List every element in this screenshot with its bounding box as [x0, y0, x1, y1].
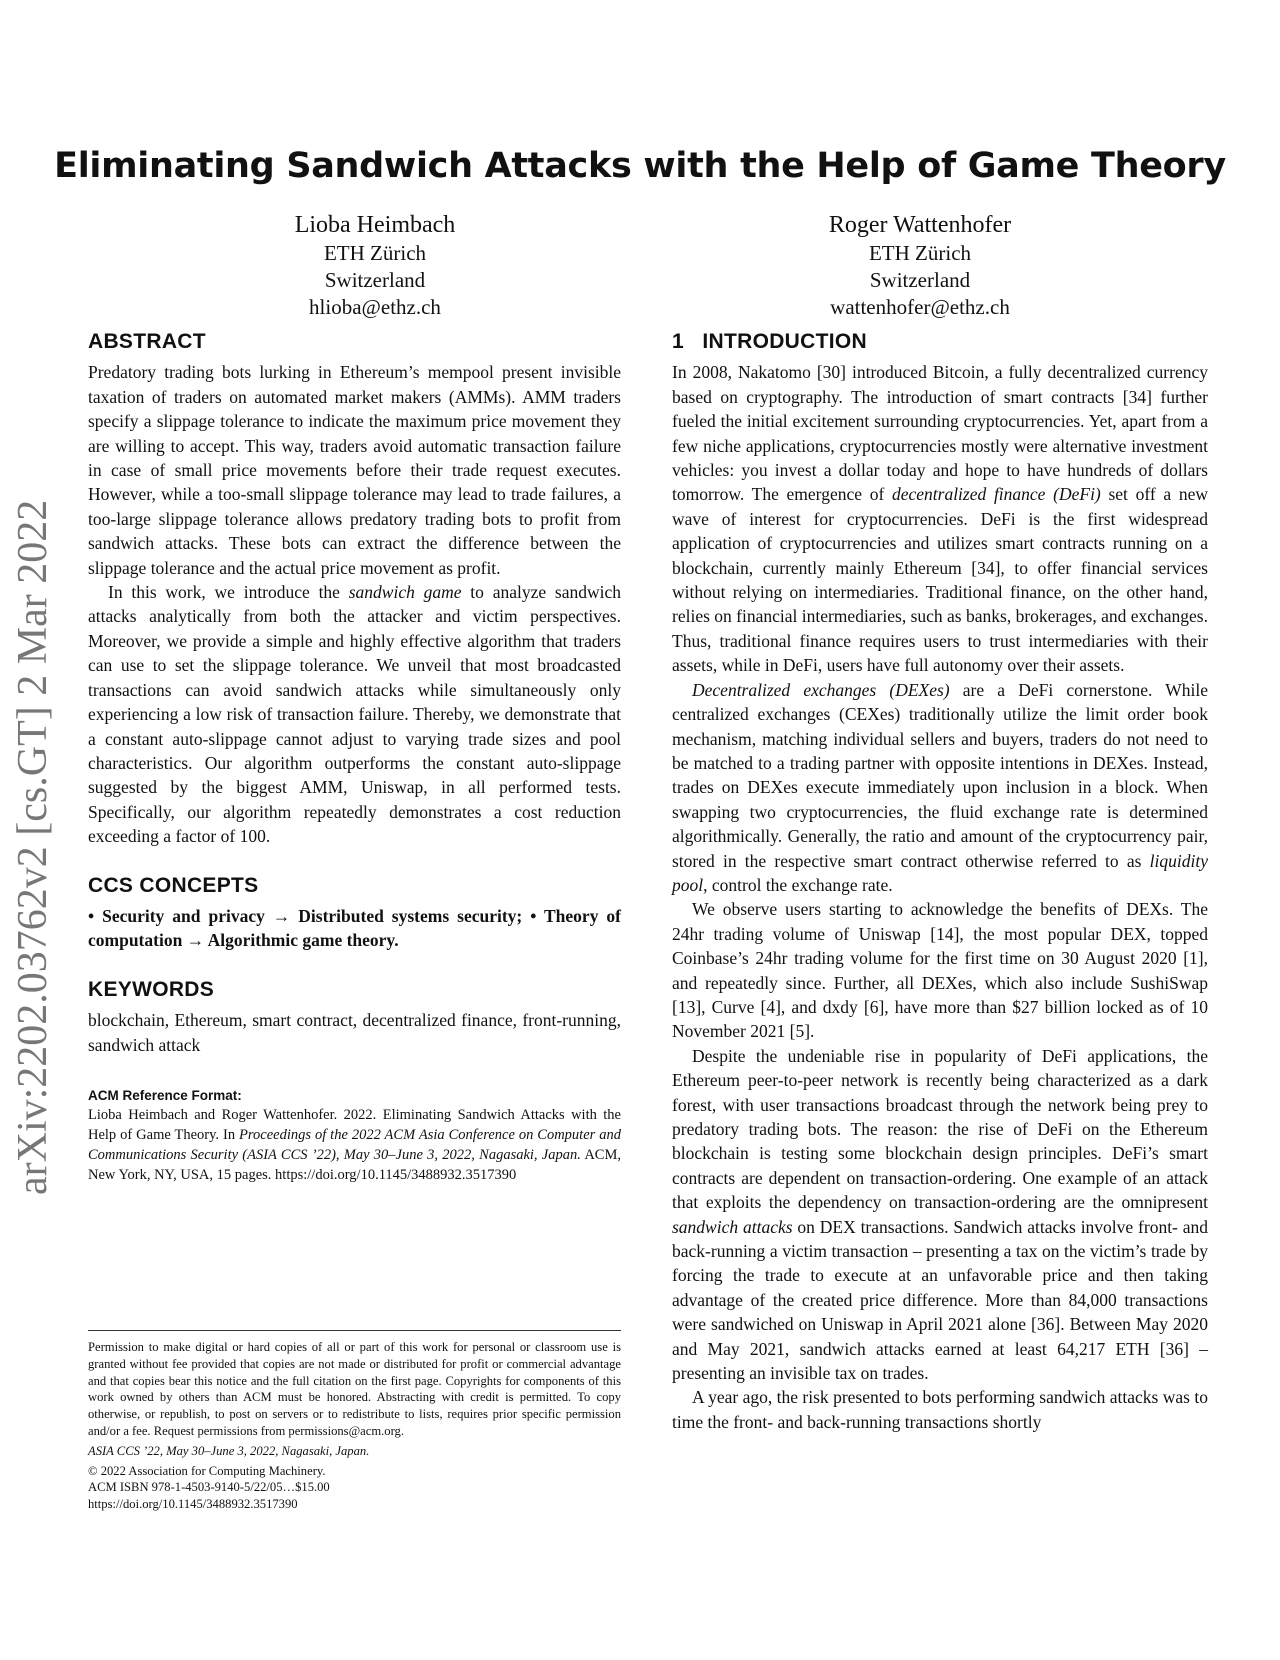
text-run: are a DeFi cornerstone. While centralized exchanges (CEXes) traditionally utilize the limit order book mechanism, matching individual sellers and buyers, traders do not need to be matched to a trading partner with opposite intentions in DEXes. Instead, trades on DEXes execute immediately upon inclusion in a block. When swapping two cryptocurrencies, the fluid exchange rate is determined algorithmically. Generally, the ratio and amount of the cryptocurrency pair, stored in the respective smart contract otherwise referred to as: [672, 679, 1209, 871]
text-run: set off a new wave of interest for cryptocurrencies. DeFi is the first widespread application of cryptocurrencies and utilizes smart contracts running on a blockchain, currently mainly Ethereum [34], to offer financial services without relying on intermediaries. Traditional finance, on the other hand, relies on financial intermediaries, such as banks, brokerages, and exchanges. Thus, traditional finance requires users to trust intermediaries with their assets, while in DeFi, users have full autonomy over their assets.: [672, 484, 1208, 676]
author-name: Lioba Heimbach: [294, 212, 456, 238]
intro-heading: 1 INTRODUCTION: [672, 330, 867, 353]
emphasis: decentralized finance (DeFi): [891, 484, 1101, 505]
keywords-section: [88, 978, 621, 1057]
author-affiliation: ETH Zürich: [323, 241, 427, 265]
emphasis: sandwich game: [348, 582, 462, 603]
text-run: Lioba Heimbach and Roger Wattenhofer. 2022. Eliminating Sandwich Attacks with the Help of Game Theory. In: [88, 1106, 621, 1143]
author-block: [690, 210, 1150, 321]
copyright-text: © 2022 Association for Computing Machinery.: [88, 1463, 326, 1478]
ccs-section: [88, 874, 621, 953]
ccs-text: • Security and privacy → Distributed systems security; • Theory of computation → Algorithmic game theory.: [88, 905, 621, 951]
intro-paragraph: We observe users starting to acknowledge the benefits of DEXs. The 24hr trading volume of Uniswap [14], the most popular DEX, topped Coinbase’s 24hr trading volume for the first time on 30 August 2020 [1], and repeatedly since. Further, all DEXes, which also include SushiSwap [13], Curve [4], and dxdy [6], have more than $27 billion locked as of 10 November 2021 [5].: [672, 899, 1208, 1042]
arxiv-stamp: arXiv:2202.03762v2 [cs.GT] 2 Mar 2022: [10, 499, 56, 1195]
isbn-text: ACM ISBN 978-1-4503-9140-5/22/05…$15.00: [88, 1480, 330, 1495]
text-run: on DEX transactions. Sandwich attacks involve front- and back-running a victim transaction – presenting a tax on the victim’s trade by forcing the trade to execute at an unfavorable price and then taking advantage of the created price difference. More than 84,000 transactions were sandwiched on Uniswap in April 2021 alone [36]. Between May 2020 and May 2021, sandwich attacks earned at least 64,217 ETH [36] – presenting an invisible tax on trades.: [672, 1216, 1209, 1384]
text-run: , control the exchange rate.: [703, 874, 893, 895]
intro-paragraph: [672, 678, 1208, 898]
author-block: [145, 210, 605, 321]
text-run: to analyze sandwich attacks analytically from both the attacker and victim perspectives. Moreover, we provide a simple and highly effective algorithm that traders can use to set the slippage tolerance. We unveil that most broadcasted transactions can avoid sandwich attacks while simultaneously only experiencing a low risk of transaction failure. Thereby, we demonstrate that a constant auto-slippage cannot adjust to varying trade sizes and pool characteristics. Our algorithm outperforms the constant auto-slippage suggested by the biggest AMM, Uniswap, in all performed tests. Specifically, our algorithm repeatedly demonstrates a cost reduction exceeding a factor of 100.: [88, 582, 621, 847]
intro-paragraph: A year ago, the risk presented to bots performing sandwich attacks was to time the front- and back-running transactions shortly: [672, 1387, 1208, 1432]
text-run: Despite the undeniable rise in popularity of DeFi applications, the Ethereum peer-to-peer network is recently being characterized as a dark forest, with user transactions broadcast through the network being prey to predatory trading bots. The reason: the rise of DeFi on the Ethereum blockchain is testing some blockchain design principles. DeFi’s smart contracts are dependent on transaction-ordering. One example of an attack that exploits the dependency on transaction-ordering are the omnipresent: [672, 1045, 1208, 1213]
author-country: Switzerland: [324, 268, 426, 292]
keywords-heading: KEYWORDS: [88, 977, 215, 1001]
intro-paragraph: [672, 1044, 1208, 1386]
emphasis: sandwich attacks: [672, 1216, 793, 1237]
emphasis: liquidity pool: [672, 850, 1208, 895]
ccs-heading: CCS CONCEPTS: [88, 873, 259, 897]
author-country: Switzerland: [869, 268, 971, 292]
text-run: ACM, New York, NY, USA, 15 pages. https://doi.org/10.1145/3488932.3517390: [88, 1146, 621, 1183]
author-email: wattenhofer@ethz.ch: [830, 295, 1010, 319]
abstract-paragraph: Predatory trading bots lurking in Ethereum’s mempool present invisible taxation of traders on automated market makers (AMMs). AMM traders specify a slippage tolerance to indicate the maximum price movement they are willing to accept. This way, traders avoid automatic transaction failure in case of small price movements before their trade request executes. However, while a too-small slippage tolerance may lead to trade failures, a too-large slippage tolerance allows predatory trading bots to profit from sandwich attacks. These bots can extract the difference between the slippage tolerance and the actual price movement as profit.: [88, 362, 621, 578]
emphasis: Proceedings of the 2022 ACM Asia Conference on Computer and Communications Security (ASIA CCS ’22), May 30–June 3, 2022, Nagasaki, Japan.: [88, 1126, 621, 1163]
emphasis: Decentralized exchanges (DEXes): [692, 679, 950, 700]
doi-text: https://doi.org/10.1145/3488932.3517390: [88, 1497, 298, 1512]
author-name: Roger Wattenhofer: [828, 212, 1012, 238]
text-run: In this work, we introduce the: [108, 582, 349, 603]
author-email: hlioba@ethz.ch: [309, 295, 441, 319]
abstract-paragraph: [88, 580, 621, 848]
abstract-heading: ABSTRACT: [88, 330, 206, 353]
intro-paragraph: [672, 360, 1208, 677]
venue-text: ASIA CCS ’22, May 30–June 3, 2022, Nagasaki, Japan.: [88, 1443, 370, 1458]
left-column: [88, 330, 621, 1185]
author-affiliation: ETH Zürich: [868, 241, 972, 265]
right-column: [672, 330, 1208, 1434]
permission-footnote: [88, 1330, 621, 1513]
paper-title: Eliminating Sandwich Attacks with the Help of Game Theory: [54, 146, 1226, 186]
keywords-text: blockchain, Ethereum, smart contract, decentralized finance, front-running, sandwich attack: [88, 1010, 621, 1055]
permission-text: Permission to make digital or hard copies of all or part of this work for personal or classroom use is granted without fee provided that copies are not made or distributed for profit or commercial advantage and that copies bear this notice and the full citation on the first page. Copyrights for components of this work owned by others than ACM must be honored. Abstracting with credit is permitted. To copy otherwise, or republish, to post on servers or to redistribute to lists, requires prior specific permission and/or a fee. Request permissions from permissions@acm.org.: [88, 1340, 621, 1438]
acm-reference-text: [88, 1105, 621, 1185]
text-run: In 2008, Nakatomo [30] introduced Bitcoin, a fully decentralized currency based on cryptography. The introduction of smart contracts [34] further fueled the initial excitement surrounding cryptocurrencies. Yet, apart from a few niche applications, cryptocurrencies mostly were alternative investment vehicles: you invest a dollar today and hope to have hundreds of dollars tomorrow. The emergence of: [672, 362, 1208, 505]
acm-reference-heading: ACM Reference Format:: [88, 1087, 242, 1103]
